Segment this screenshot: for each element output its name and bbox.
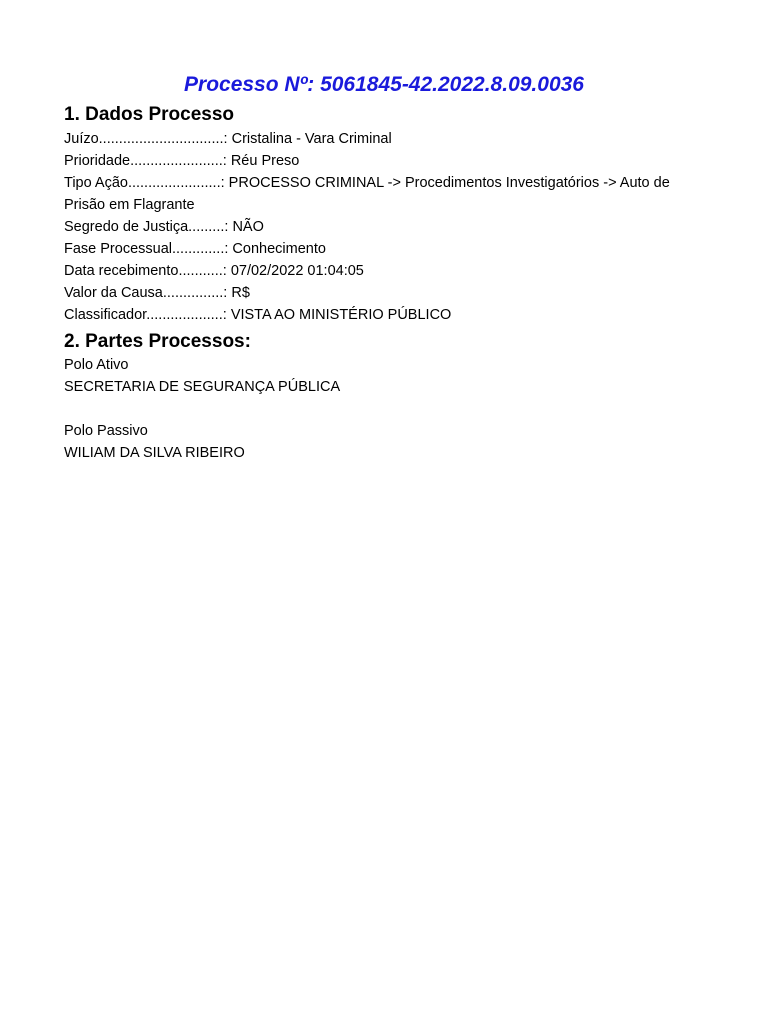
process-number-title: Processo Nº: 5061845-42.2022.8.09.0036: [184, 73, 584, 96]
process-parties: [64, 354, 714, 464]
field-label: Prioridade.......................:: [64, 153, 231, 169]
field-value: R$: [231, 285, 250, 301]
field-value: VISTA AO MINISTÉRIO PÚBLICO: [230, 307, 452, 323]
field-data-recebimento: [64, 260, 714, 282]
section-heading-partes-processos: 2. Partes Processos:: [64, 331, 251, 352]
field-label: Classificador...................:: [64, 307, 231, 323]
polo-ativo-label: Polo Ativo: [64, 357, 129, 373]
field-value: Réu Preso: [230, 153, 300, 169]
field-prioridade: [64, 150, 714, 172]
field-tipo-acao: [64, 172, 714, 216]
polo-passivo-name: WILIAM DA SILVA RIBEIRO: [64, 445, 245, 461]
section-heading-dados-processo: 1. Dados Processo: [64, 104, 235, 125]
field-value: NÃO: [232, 219, 264, 235]
field-label: Fase Processual.............:: [64, 241, 233, 257]
field-label: Juízo...............................:: [64, 131, 232, 147]
polo-ativo-name: SECRETARIA DE SEGURANÇA PÚBLICA: [64, 379, 341, 395]
field-classificador: [64, 304, 714, 326]
field-label: Valor da Causa...............:: [64, 285, 232, 301]
field-label: Data recebimento...........:: [64, 263, 231, 279]
field-value: Cristalina - Vara Criminal: [231, 131, 392, 147]
field-value: PROCESSO CRIMINAL -> Procedimentos Investigatórios -> Auto de Prisão em Flagrante: [64, 175, 670, 213]
field-value: 07/02/2022 01:04:05: [230, 263, 364, 279]
field-label: Segredo de Justiça.........:: [64, 219, 233, 235]
field-value: Conhecimento: [232, 241, 326, 257]
spacer: [64, 398, 714, 420]
field-fase-processual: [64, 238, 714, 260]
field-label: Tipo Ação.......................:: [64, 175, 229, 191]
process-data-fields: [64, 128, 714, 326]
polo-passivo-label: Polo Passivo: [64, 423, 148, 439]
field-segredo-justica: [64, 216, 714, 238]
field-valor-causa: [64, 282, 714, 304]
field-juizo: [64, 128, 714, 150]
